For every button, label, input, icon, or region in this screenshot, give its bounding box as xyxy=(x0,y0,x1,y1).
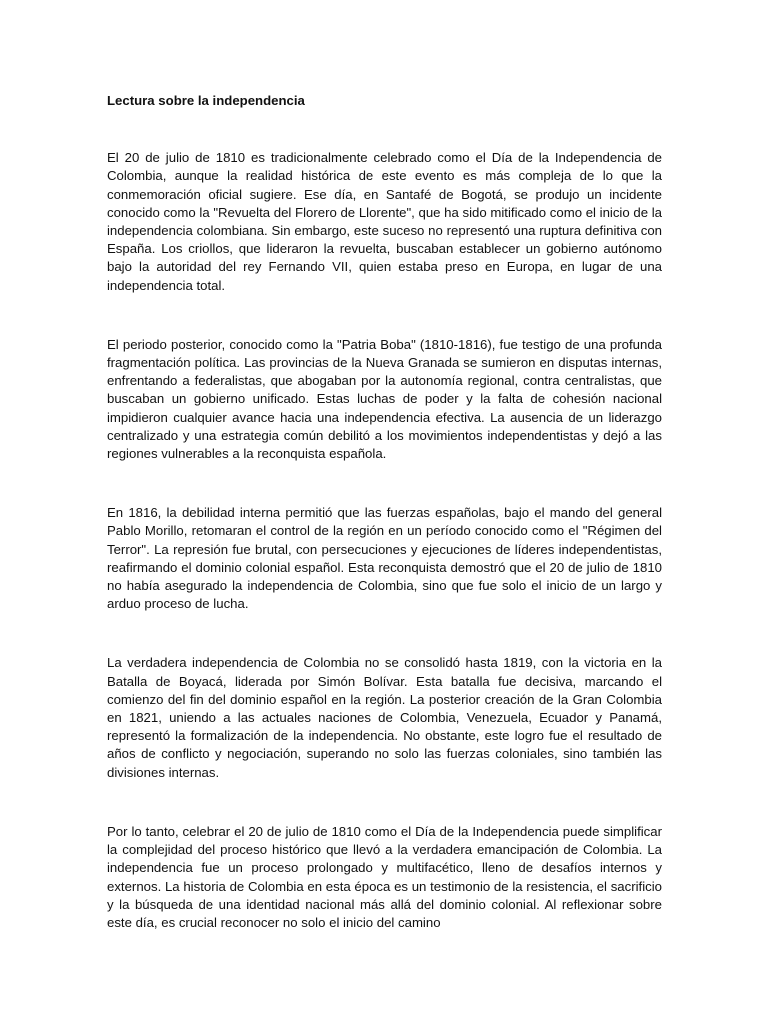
paragraph-2: El periodo posterior, conocido como la "Patria Boba" (1810-1816), fue testigo de una profunda fragmentación política. Las provincias de la Nueva Granada se sumieron en disputas internas, enfrentando a federalistas, que abogaban por la autonomía regional, contra centralistas, que buscaban un gobierno unificado. Estas luchas de poder y la falta de cohesión nacional impidieron cualquier avance hacia una independencia efectiva. La ausencia de un liderazgo centralizado y una estrategia común debilitó a los movimientos independentistas y dejó a las regiones vulnerables a la reconquista española. xyxy=(107,336,662,462)
paragraph-4: La verdadera independencia de Colombia no se consolidó hasta 1819, con la victoria en la Batalla de Boyacá, liderada por Simón Bolívar. Esta batalla fue decisiva, marcando el comienzo del fin del dominio español en la región. La posterior creación de la Gran Colombia en 1821, uniendo a las actuales naciones de Colombia, Venezuela, Ecuador y Panamá, representó la formalización de la independencia. No obstante, este logro fue el resultado de años de conflicto y negociación, superando no solo las fuerzas coloniales, sino también las divisiones internas. xyxy=(107,655,662,780)
paragraph-3: En 1816, la debilidad interna permitió que las fuerzas españolas, bajo el mando del general Pablo Morillo, retomaran el control de la región en un período conocido como el "Régimen del Terror". La represión fue brutal, con persecuciones y ejecuciones de líderes independentistas, reafirmando el dominio colonial español. Esta reconquista demostró que el 20 de julio de 1810 no había asegurado la independencia de Colombia, sino que fue solo el inicio de un largo y arduo proceso de lucha. xyxy=(107,505,662,612)
paragraph-1: El 20 de julio de 1810 es tradicionalmente celebrado como el Día de la Independencia de Colombia, aunque la realidad histórica de este evento es más compleja de lo que la conmemoración oficial sugiere. Ese día, en Santafé de Bogotá, se produjo un incidente conocido como la "Revuelta del Florero de Llorente", que ha sido mitificado como el inicio de la independencia colombiana. Sin embargo, este suceso no representó una ruptura definitiva con España. Los criollos, que lideraron la revuelta, buscaban establecer un gobierno autónomo bajo la autoridad del rey Fernando VII, quien estaba preso en Europa, en lugar de una independencia total. xyxy=(107,150,662,293)
paragraph-5: Por lo tanto, celebrar el 20 de julio de 1810 como el Día de la Independencia puede simplificar la complejidad del proceso histórico que llevó a la verdadera emancipación de Colombia. La independencia fue un proceso prolongado y multifacético, lleno de desafíos internos y externos. La historia de Colombia en esta época es un testimonio de la resistencia, el sacrificio y la búsqueda de una identidad nacional más allá del dominio colonial. Al reflexionar sobre este día, es crucial reconocer no solo el inicio del camino xyxy=(107,823,662,930)
document-content xyxy=(107,92,662,973)
document-title: Lectura sobre la independencia xyxy=(107,93,305,108)
